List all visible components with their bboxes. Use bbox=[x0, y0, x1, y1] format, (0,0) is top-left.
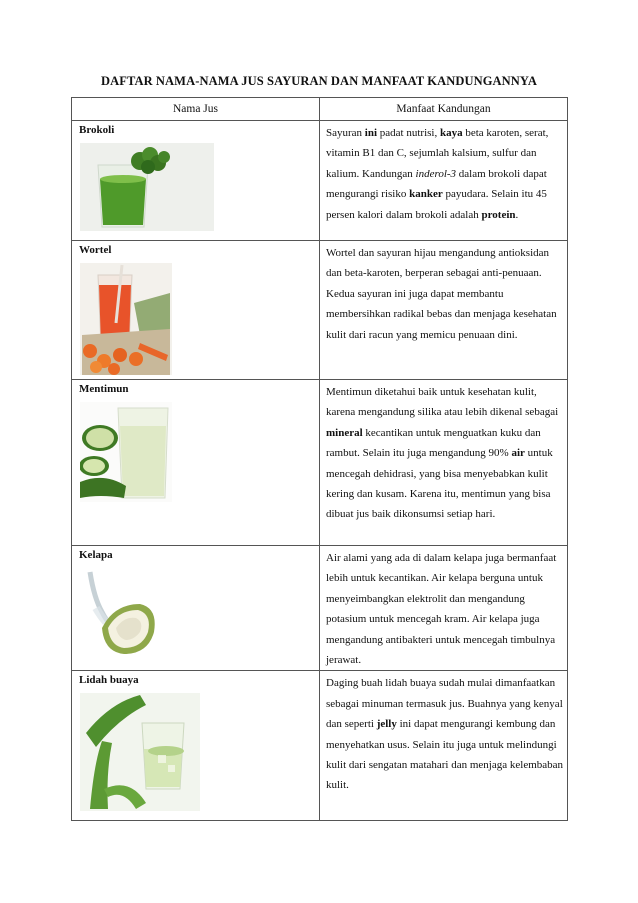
benefit-text: Daging buah lidah buaya sudah mulai dimanfaatkan sebagai minuman termasuk jus. Buahnya yang kenyal dan seperti jelly ini dapat mengurangi kembung dan menyehatkan usus. Selain itu juga untuk melindungi kulit dari sengatan matahari dan menjaga kelembaban kulit. bbox=[326, 677, 564, 792]
juice-name-cell bbox=[72, 671, 320, 821]
cucumber-juice-photo bbox=[80, 402, 172, 502]
header-benefit: Manfaat Kandungan bbox=[320, 98, 568, 121]
juice-benefit-cell bbox=[320, 546, 568, 671]
benefit-text: Sayuran ini padat nutrisi, kaya beta karoten, serat, vitamin B1 dan C, sejumlah kalsium, sulfur dan kalium. Kandungan inderol-3 dalam brokoli dapat mengurangi risiko kanker payudara. Selain itu 45 persen kalori dalam brokoli adalah protein. bbox=[326, 127, 549, 221]
juice-name: Lidah buaya bbox=[79, 674, 139, 687]
juice-benefit-cell bbox=[320, 121, 568, 241]
table-row bbox=[72, 121, 568, 241]
benefit-text: Mentimun diketahui baik untuk kesehatan kulit, karena mengandung silika atau lebih dikenal sebagai mineral kecantikan untuk menguatkan kuku dan rambut. Selain itu juga mengandung 90% air untuk mencegah dehidrasi, yang bisa menyebabkan kulit kering dan kusam. Karena itu, mentimun yang bisa dibuat jus baik dikonsumsi setiap hari. bbox=[326, 386, 559, 521]
broccoli-juice-photo bbox=[80, 143, 214, 231]
page-title: DAFTAR NAMA-NAMA JUS SAYURAN DAN MANFAAT KANDUNGANNYA bbox=[100, 74, 538, 88]
juice-name-cell bbox=[72, 121, 320, 241]
benefit-text: Wortel dan sayuran hijau mengandung antioksidan dan beta-karoten, berperan sebagai anti-penuaan. Kedua sayuran ini juga dapat membantu membersihkan radikal bebas dan menjaga kesehatan kulit dari racun yang memicu penuaan dini. bbox=[326, 247, 557, 341]
juice-name-cell bbox=[72, 380, 320, 546]
coconut-water-photo bbox=[80, 568, 162, 660]
juice-benefit-cell bbox=[320, 671, 568, 821]
juice-name: Mentimun bbox=[79, 383, 129, 395]
table-header-row bbox=[72, 98, 568, 121]
carrot-juice-photo bbox=[80, 263, 172, 375]
juice-benefit-cell bbox=[320, 380, 568, 546]
table-row bbox=[72, 241, 568, 380]
juice-benefit-cell bbox=[320, 241, 568, 380]
juice-table bbox=[71, 97, 568, 821]
benefit-text: Air alami yang ada di dalam kelapa juga bermanfaat lebih untuk kecantikan. Air kelapa berguna untuk menyeimbangkan elektrolit dan mengandung potasium untuk mencegah kram. Air kelapa juga mengandung antibakteri untuk mencegah timbulnya jerawat. bbox=[326, 552, 557, 667]
juice-name-cell bbox=[72, 546, 320, 671]
header-name: Nama Jus bbox=[72, 98, 320, 121]
table-row bbox=[72, 546, 568, 671]
juice-name: Kelapa bbox=[79, 549, 113, 561]
table-row bbox=[72, 671, 568, 821]
table-row bbox=[72, 380, 568, 546]
juice-name: Wortel bbox=[79, 244, 112, 256]
aloe-vera-juice-photo bbox=[80, 693, 200, 811]
juice-name: Brokoli bbox=[79, 124, 115, 136]
juice-name-cell bbox=[72, 241, 320, 380]
